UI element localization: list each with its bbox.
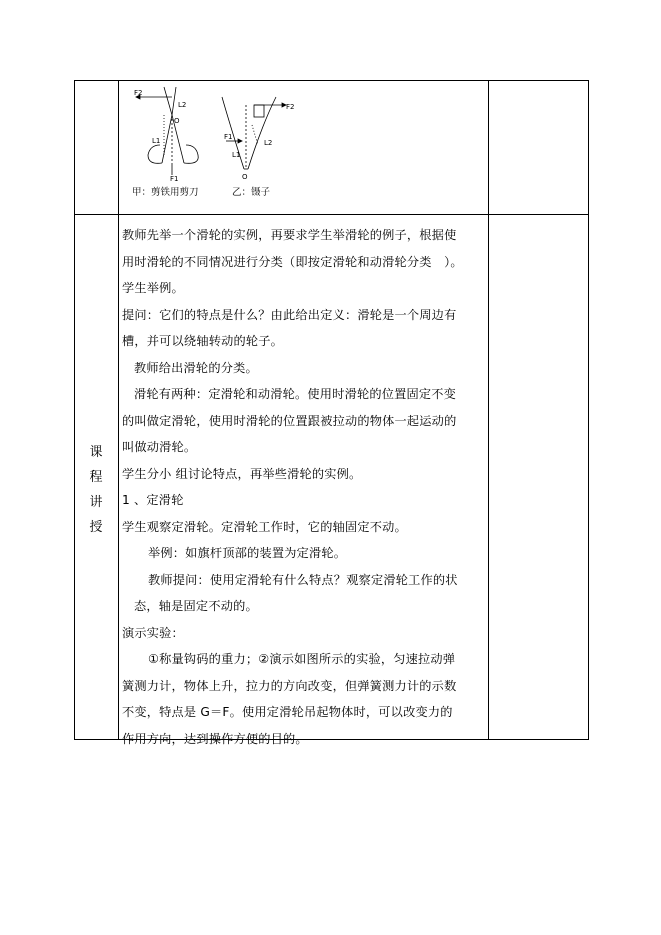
label-b-l2: L2 bbox=[264, 139, 273, 147]
content-line: 槽，并可以绕轴转动的轮子。 bbox=[122, 334, 284, 348]
label-a-f2: F2 bbox=[134, 89, 143, 97]
content-line: 1 、定滑轮 bbox=[122, 493, 184, 507]
table-col-divider-1 bbox=[118, 80, 119, 740]
content-line: 作用方向，达到操作方便的目的。 bbox=[122, 731, 308, 746]
caption-tweezers: 乙：镊子 bbox=[232, 187, 271, 198]
content-line: 不变，特点是 G＝F。使用定滑轮吊起物体时，可以改变力的 bbox=[122, 705, 453, 719]
content-line: 学生分小 组讨论特点，再举些滑轮的实例。 bbox=[122, 466, 362, 481]
section-label-char: 程 bbox=[89, 470, 103, 485]
label-a-l1: L1 bbox=[152, 137, 161, 145]
content-line: ①称量钩码的重力；②演示如图所示的实验，匀速拉动弹 bbox=[148, 652, 456, 666]
label-b-f1: F1 bbox=[224, 133, 233, 141]
label-b-f2: F2 bbox=[286, 103, 295, 111]
label-b-l1: L1 bbox=[232, 151, 241, 159]
caption-scissors: 甲：剪铁用剪刀 bbox=[132, 187, 199, 198]
table-border-left bbox=[74, 80, 75, 740]
content-line: 演示实验： bbox=[122, 625, 184, 640]
content-line: 教师给出滑轮的分类。 bbox=[134, 360, 258, 375]
table-border-top bbox=[74, 80, 589, 81]
content-line: 教师先举一个滑轮的实例，再要求学生举滑轮的例子，根据使 bbox=[122, 228, 457, 242]
content-line: 教师提问：使用定滑轮有什么特点？观察定滑轮工作的状 bbox=[148, 572, 458, 587]
lesson-content bbox=[122, 222, 484, 752]
content-line: 簧测力计，物体上升，拉力的方向改变，但弹簧测力计的示数 bbox=[122, 678, 457, 693]
section-label-char: 授 bbox=[89, 520, 103, 535]
label-a-o: O bbox=[174, 117, 180, 125]
content-line: 提问：它们的特点是什么？由此给出定义：滑轮是一个周边有 bbox=[122, 307, 457, 322]
content-line: 学生举例。 bbox=[122, 281, 184, 295]
table-border-right bbox=[588, 80, 589, 740]
section-label-char: 讲 bbox=[89, 495, 103, 510]
content-line: 用时滑轮的不同情况进行分类（即按定滑轮和动滑轮分类 ）。 bbox=[122, 254, 463, 269]
label-a-f1: F1 bbox=[170, 175, 179, 183]
table-col-divider-2 bbox=[488, 80, 489, 740]
table-row-divider bbox=[74, 214, 589, 215]
section-label bbox=[74, 440, 118, 540]
content-line: 滑轮有两种：定滑轮和动滑轮。使用时滑轮的位置固定不变 bbox=[134, 387, 457, 401]
lever-diagram bbox=[126, 85, 366, 207]
label-b-o: O bbox=[242, 173, 248, 181]
label-a-l2: L2 bbox=[178, 101, 187, 109]
content-line: 举例：如旗杆顶部的装置为定滑轮。 bbox=[148, 546, 347, 560]
content-line: 的叫做定滑轮，使用时滑轮的位置跟被拉动的物体一起运动的 bbox=[122, 413, 457, 428]
content-line: 叫做动滑轮。 bbox=[122, 440, 197, 454]
scissors-drawing bbox=[136, 87, 198, 175]
lever-figure bbox=[126, 85, 366, 207]
content-line: 学生观察定滑轮。定滑轮工作时，它的轴固定不动。 bbox=[122, 519, 407, 534]
section-label-char: 课 bbox=[89, 445, 103, 460]
content-line: 态，轴是固定不动的。 bbox=[134, 599, 258, 613]
